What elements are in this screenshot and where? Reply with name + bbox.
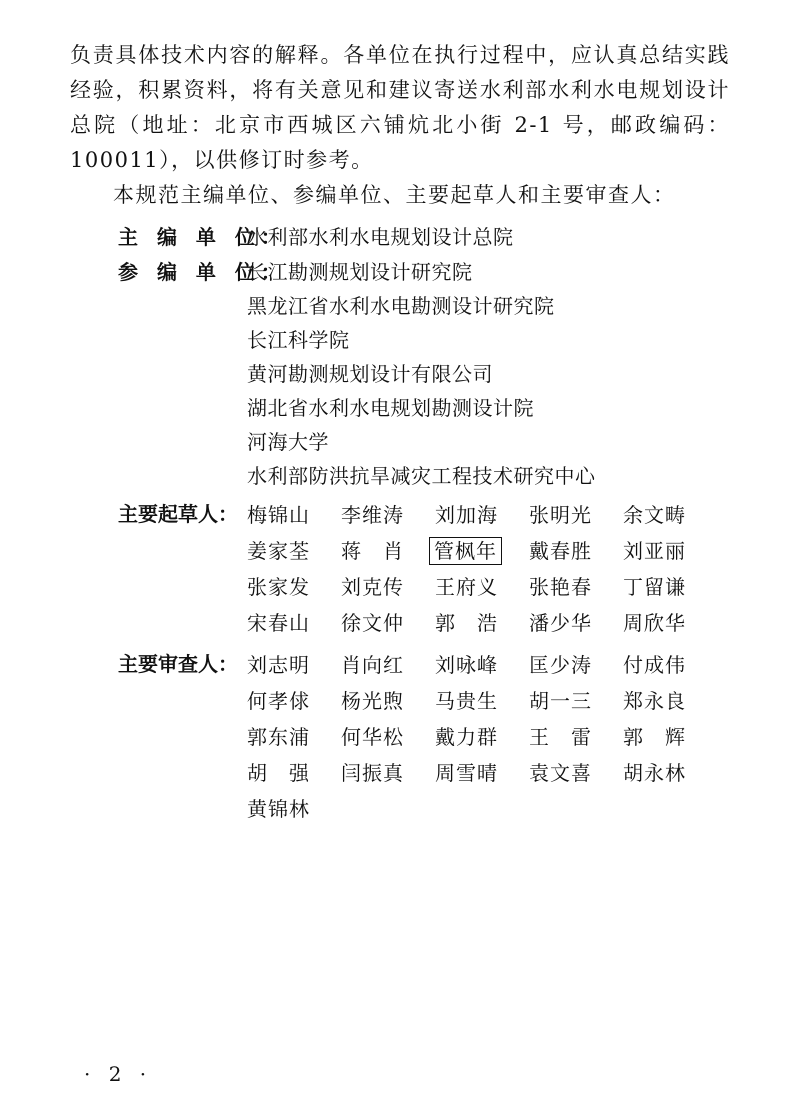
chief-editor-unit-list [247,220,514,254]
drafter-name [529,497,623,533]
participating-unit: 湖北省水利水电规划勘测设计院 [247,396,534,420]
chief-editor-unit: 水利部水利水电规划设计总院 [247,225,514,249]
reviewer-name-text: 匡少涛 [529,653,592,677]
drafter-name-text: 余文畴 [623,503,686,527]
reviewer-name-text: 王 雷 [529,725,592,749]
drafter-name-text: 张明光 [529,503,592,527]
reviewer-name [247,791,341,827]
reviewer-name-text: 肖向红 [341,653,404,677]
participating-units-label: 参 编 单 位： [118,260,287,284]
drafter-name-text: 张艳春 [529,575,592,599]
drafter-name-text: 戴春胜 [529,539,592,563]
drafter-name [623,605,717,641]
drafter-name-text: 潘少华 [529,611,592,635]
reviewer-name [435,683,529,719]
reviewer-name [435,647,529,683]
reviewers-grid [247,647,727,827]
drafter-name-text: 郭 浩 [435,611,498,635]
participating-unit: 长江勘测规划设计研究院 [247,260,473,284]
reviewer-name [529,755,623,791]
reviewer-name [247,755,341,791]
drafter-name [247,533,341,569]
drafter-name-text: 徐文仲 [341,611,404,635]
drafter-name-text: 刘加海 [435,503,498,527]
reviewer-name-text: 郭东浦 [247,725,310,749]
drafter-name [435,605,529,641]
drafter-name [341,569,435,605]
participating-unit: 水利部防洪抗旱减灾工程技术研究中心 [247,464,596,488]
reviewer-name-text: 郭 辉 [623,725,686,749]
drafter-name-text: 王府义 [435,575,498,599]
reviewer-name [247,683,341,719]
drafters-label: 主要起草人： [118,502,238,526]
drafter-name [529,605,623,641]
reviewer-name-text: 何华松 [341,725,404,749]
drafter-name-text: 张家发 [247,575,310,599]
reviewer-name-text: 付成伟 [623,653,686,677]
drafter-name-text: 李维涛 [341,503,404,527]
reviewer-name [623,683,717,719]
page-number: · 2 · [84,1062,153,1086]
reviewer-name-text: 周雪晴 [435,761,498,785]
reviewer-name [435,719,529,755]
drafter-name [435,533,529,569]
drafter-name [529,533,623,569]
reviewer-name [623,647,717,683]
drafter-name-text: 周欣华 [623,611,686,635]
participating-unit: 河海大学 [247,430,329,454]
drafter-name-text: 姜家荃 [247,539,310,563]
list-intro-line: 本规范主编单位、参编单位、主要起草人和主要审查人： [113,183,676,207]
reviewer-name [435,755,529,791]
reviewer-name-text: 刘咏峰 [435,653,498,677]
drafter-name [623,497,717,533]
drafter-name-text: 宋春山 [247,611,310,635]
drafter-name [247,569,341,605]
drafter-name [623,533,717,569]
reviewer-name [623,719,717,755]
drafter-name-text: 刘亚丽 [623,539,686,563]
reviewer-name [529,719,623,755]
reviewer-name [529,683,623,719]
reviewer-name [341,683,435,719]
reviewer-name-text: 马贵生 [435,689,498,713]
drafter-name [247,497,341,533]
participating-units-list [247,255,596,493]
participating-unit: 黄河勘测规划设计有限公司 [247,362,493,386]
participating-unit: 黑龙江省水利水电勘测设计研究院 [247,294,555,318]
reviewer-name-text: 戴力群 [435,725,498,749]
reviewer-name-text: 袁文喜 [529,761,592,785]
reviewer-name-text: 杨光煦 [341,689,404,713]
boxed-name: 管枫年 [429,537,502,565]
drafter-name-text: 蒋 肖 [341,539,404,563]
reviewer-name-text: 郑永良 [623,689,686,713]
drafter-name [435,569,529,605]
reviewer-name-text: 黄锦林 [247,797,310,821]
chief-editor-label: 主 编 单 位： [118,225,287,249]
reviewer-name [341,755,435,791]
reviewer-name [341,719,435,755]
drafter-name [623,569,717,605]
participating-unit: 长江科学院 [247,328,350,352]
drafters-grid [247,497,727,641]
drafter-name [529,569,623,605]
drafter-name [341,533,435,569]
drafter-name [341,605,435,641]
drafter-name-text: 刘克传 [341,575,404,599]
reviewer-name [247,647,341,683]
reviewer-name-text: 闫振真 [341,761,404,785]
intro-paragraph: 负责具体技术内容的解释。各单位在执行过程中，应认真总结实践经验，积累资料，将有关意见和建议寄送水利部水利水电规划设计总院（地址：北京市西城区六铺炕北小街 2-1 号，邮政编码：100011），以供修订时参考。 [70,43,730,172]
reviewer-name [529,647,623,683]
reviewer-name [341,647,435,683]
reviewer-name-text: 何孝俅 [247,689,310,713]
drafter-name [341,497,435,533]
drafter-name-text: 丁留谦 [623,575,686,599]
drafter-name [435,497,529,533]
reviewer-name [623,755,717,791]
reviewer-name-text: 刘志明 [247,653,310,677]
reviewer-name [247,719,341,755]
reviewer-name-text: 胡 强 [247,761,310,785]
reviewers-label: 主要审查人： [118,652,238,676]
drafter-name-text: 梅锦山 [247,503,310,527]
reviewer-name-text: 胡一三 [529,689,592,713]
drafter-name [247,605,341,641]
reviewer-name-text: 胡永林 [623,761,686,785]
